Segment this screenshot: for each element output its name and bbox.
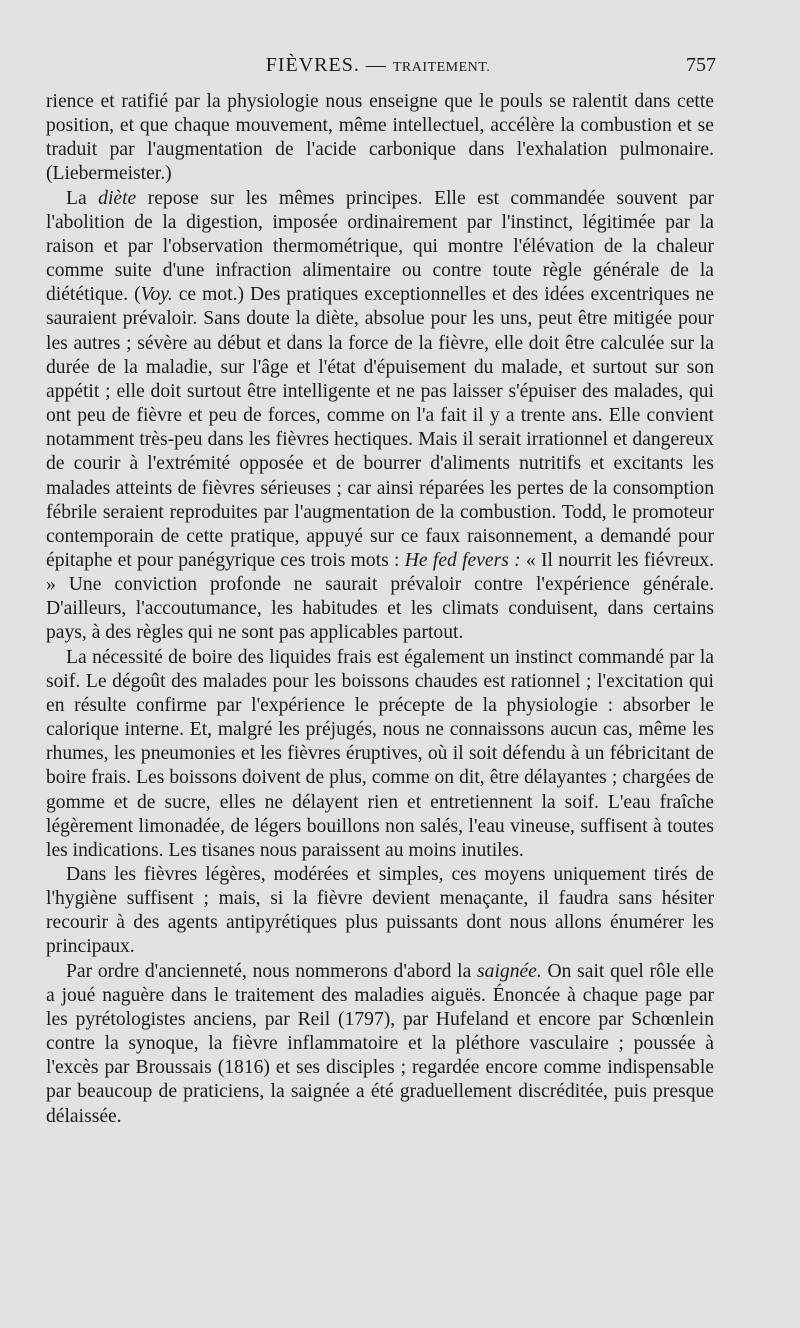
header-dash: — [365, 54, 387, 76]
italic-text: saignée. [477, 960, 542, 982]
text-run: On sait quel rôle elle a joué naguère dans le traitement des maladies aiguës. Énoncée à chaque page par les pyrétologistes anciens, par Reil (1797), par Hufeland et encore par Schœnlein contre la synoque, la fièvre inflammatoire et la pléthore vasculaire ; poussée à l'excès par Broussais (1816) et ses disciples ; regardée encore comme indispensable par beaucoup de praticiens, la saignée a été graduellement discréditée, puis presque délaissée. [46, 960, 714, 1127]
header-title [40, 54, 716, 77]
paragraph [46, 187, 714, 646]
text-run: rience et ratifié par la physiologie nous enseigne que le pouls se ralentit dans cette position, et que chaque mouvement, même intellectuel, accélère la combustion et se traduit par l'augmentation de l'acide carbonique dans l'exhalation pulmonaire. (Liebermeister.) [46, 91, 714, 185]
text-run: Par ordre d'ancienneté, nous nommerons d'abord la [66, 960, 478, 982]
paragraph [46, 960, 714, 1129]
text-run: ce mot.) Des pratiques exceptionnelles et des idées excentriques ne sauraient prévaloir. Sans doute la diète, absolue pour les uns, peut être mitigée pour les autres ; sévère au début et dans la force de la fièvre, elle doit être calculée sur la durée de la maladie, sur l'âge et l'état d'épuisement du malade, et surtout sur son appétit ; elle doit surtout être intelligente et ne pas laisser s'épuiser des malades, qui ont peu de fièvre et peu de forces, comme on l'a fait il y a trente ans. Elle convient notamment très-peu dans les fièvres hectiques. Mais il serait irrationnel et dangereux de courir à l'extrémité opposée et de bourrer d'aliments nutritifs et excitants les malades atteints de fièvres sérieuses ; car ainsi réparées les pertes de la consomption fébrile seraient reproduites par l'augmentation de la combustion. Todd, le promoteur contemporain de cette pratique, appuyé sur ce faux raisonnement, a demandé pour épitaphe et pour panégyrique ces trois mots : [46, 284, 714, 571]
section-title: TRAITEMENT. [392, 60, 491, 75]
page-number: 757 [686, 54, 716, 76]
chapter-title: FIÈVRES. [265, 54, 360, 76]
paragraph [46, 90, 714, 187]
italic-text: diète [98, 187, 137, 209]
italic-text: Voy. [140, 284, 173, 306]
text-run: repose sur les mêmes principes. Elle est commandée souvent par l'abolition de la digestion, imposée ordinairement par l'instinct, légitimée par la raison et par l'observation thermométrique, qui montre l'élévation de la chaleur comme suite d'une infraction alimentaire ou contre toute règle générale de la diététique. ( [46, 187, 714, 306]
paragraph [46, 863, 714, 960]
paragraph [46, 646, 714, 863]
text-run: La nécessité de boire des liquides frais est également un instinct commandé par la soif. Le dégoût des malades pour les boissons chaudes est rationnel ; l'excitation qui en résulte confirme par l'expérience le précepte de la physiologie : absorber le calorique interne. Et, malgré les préjugés, nous ne connaissons aucun cas, même les rhumes, les pneumonies et les fièvres éruptives, où il soit défendu à un fébricitant de boire frais. Les boissons doivent de plus, comme on dit, être délayantes ; chargées de gomme et de sucre, elles ne délayent rien et entretiennent la soif. L'eau fraîche légèrement limonadée, de légers bouillons non salés, l'eau vineuse, suffisent à toutes les indications. Les tisanes nous paraissent au moins inutiles. [46, 646, 714, 861]
running-header [40, 54, 716, 82]
text-run: La [66, 187, 99, 209]
text-run: « Il nourrit les fiévreux. » Une conviction profonde ne saurait prévaloir contre l'expérience générale. D'ailleurs, l'accoutumance, les habitudes et les climats conduisent, dans certains pays, à des règles qui ne sont pas applicables partout. [46, 549, 714, 644]
text-run: Dans les fièvres légères, modérées et simples, ces moyens uniquement tirés de l'hygiène suffisent ; mais, si la fièvre devient menaçante, il faudra sans hésiter recourir à des agents antipyrétiques plus puissants dont nous allons énumérer les principaux. [46, 864, 714, 958]
body-text [46, 90, 714, 1129]
italic-text: He fed fevers : [404, 549, 521, 571]
